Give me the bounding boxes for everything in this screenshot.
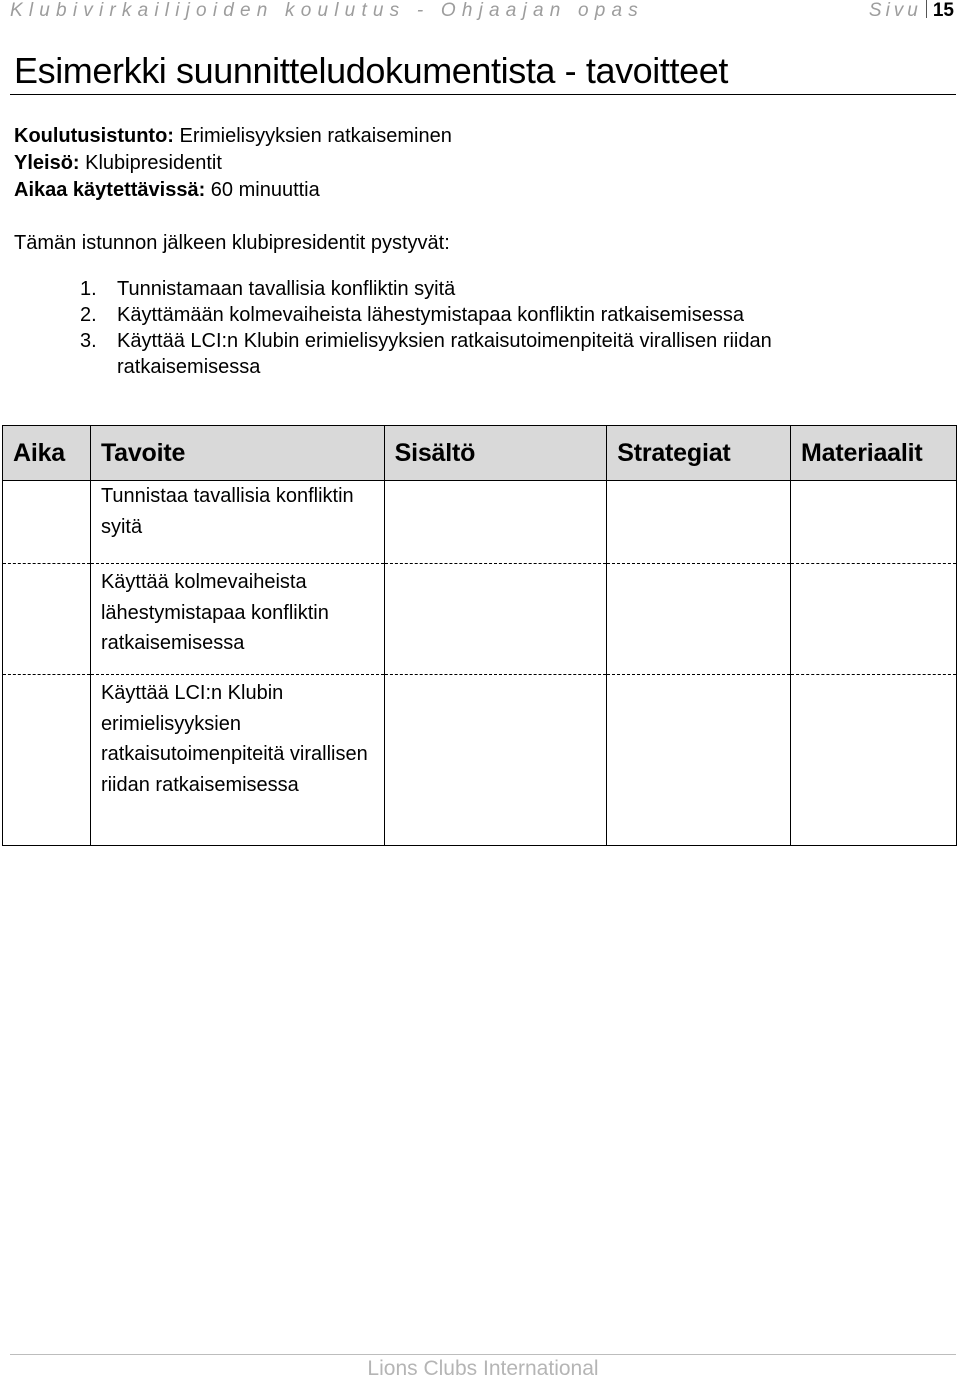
- table-row: [3, 564, 957, 675]
- column-header-strategiat: Strategiat: [607, 426, 791, 481]
- objectives-intro: Tämän istunnon jälkeen klubipresidentit pystyvät:: [14, 232, 450, 254]
- cell-tavoite: [90, 481, 384, 564]
- session-info-row: [14, 150, 452, 177]
- cell-strategiat: [607, 564, 791, 675]
- page-footer: Lions Clubs International: [367, 1357, 599, 1380]
- objective-item: [80, 302, 900, 328]
- column-header-materiaalit: Materiaalit: [791, 426, 957, 481]
- table-row: [3, 481, 957, 564]
- cell-strategiat: [607, 675, 791, 846]
- page-separator: [926, 0, 927, 18]
- objective-text: Käyttää LCI:n Klubin erimielisyyksien ratkaisutoimenpiteitä virallisen riidan ratkaisemisessa: [117, 330, 772, 378]
- cell-materiaalit: [791, 564, 957, 675]
- objective-number: 1.: [80, 278, 97, 300]
- cell-aika: [3, 481, 91, 564]
- objective-text: Käyttämään kolmevaiheista lähestymistapaa konfliktin ratkaisemisessa: [117, 304, 744, 326]
- cell-tavoite: [90, 564, 384, 675]
- audience-value: Klubipresidentit: [79, 152, 222, 174]
- running-header: [10, 0, 956, 24]
- page-title: Esimerkki suunnitteludokumentista - tavoitteet: [14, 50, 728, 91]
- cell-strategiat: [607, 481, 791, 564]
- planning-table: [2, 425, 957, 846]
- time-label: Aikaa käytettävissä:: [14, 179, 206, 201]
- page-number: 15: [932, 0, 954, 21]
- cell-tavoite: [90, 675, 384, 846]
- session-info-row: [14, 177, 452, 204]
- cell-aika: [3, 675, 91, 846]
- cell-sisalto: [384, 675, 607, 846]
- page-label: Sivu: [868, 0, 922, 21]
- column-header-aika: Aika: [3, 426, 91, 481]
- cell-materiaalit: [791, 481, 957, 564]
- objective-item: [80, 328, 900, 380]
- running-header-title: Klubivirkailijoiden koulutus - Ohjaajan opas: [10, 0, 645, 21]
- table-row: [3, 675, 957, 846]
- objective-item: [80, 276, 900, 302]
- session-value: Erimielisyyksien ratkaiseminen: [173, 125, 452, 147]
- objective-text: Tunnistamaan tavallisia konfliktin syitä: [117, 278, 456, 300]
- page-indicator: [869, 0, 954, 24]
- cell-aika: [3, 564, 91, 675]
- time-value: 60 minuuttia: [205, 179, 320, 201]
- objective-number: 3.: [80, 330, 97, 352]
- cell-tavoite-text: Käyttää kolmevaiheista lähestymistapaa konfliktin ratkaisemisessa: [100, 571, 329, 654]
- session-info-row: [14, 123, 452, 150]
- objectives-list: [80, 276, 900, 380]
- column-header-sisalto: Sisältö: [384, 426, 607, 481]
- title-divider: [10, 94, 956, 95]
- cell-tavoite-text: Käyttää LCI:n Klubin erimielisyyksien ratkaisutoimenpiteitä virallisen riidan ratkaisemisessa: [100, 682, 368, 796]
- audience-label: Yleisö:: [14, 152, 80, 174]
- objective-number: 2.: [80, 304, 97, 326]
- footer-divider: [10, 1354, 956, 1355]
- session-label: Koulutusistunto:: [14, 125, 174, 147]
- cell-sisalto: [384, 481, 607, 564]
- column-header-tavoite: Tavoite: [90, 426, 384, 481]
- cell-sisalto: [384, 564, 607, 675]
- cell-tavoite-text: Tunnistaa tavallisia konfliktin syitä: [100, 485, 354, 538]
- table-header-row: [3, 426, 957, 481]
- cell-materiaalit: [791, 675, 957, 846]
- session-info: [14, 123, 452, 204]
